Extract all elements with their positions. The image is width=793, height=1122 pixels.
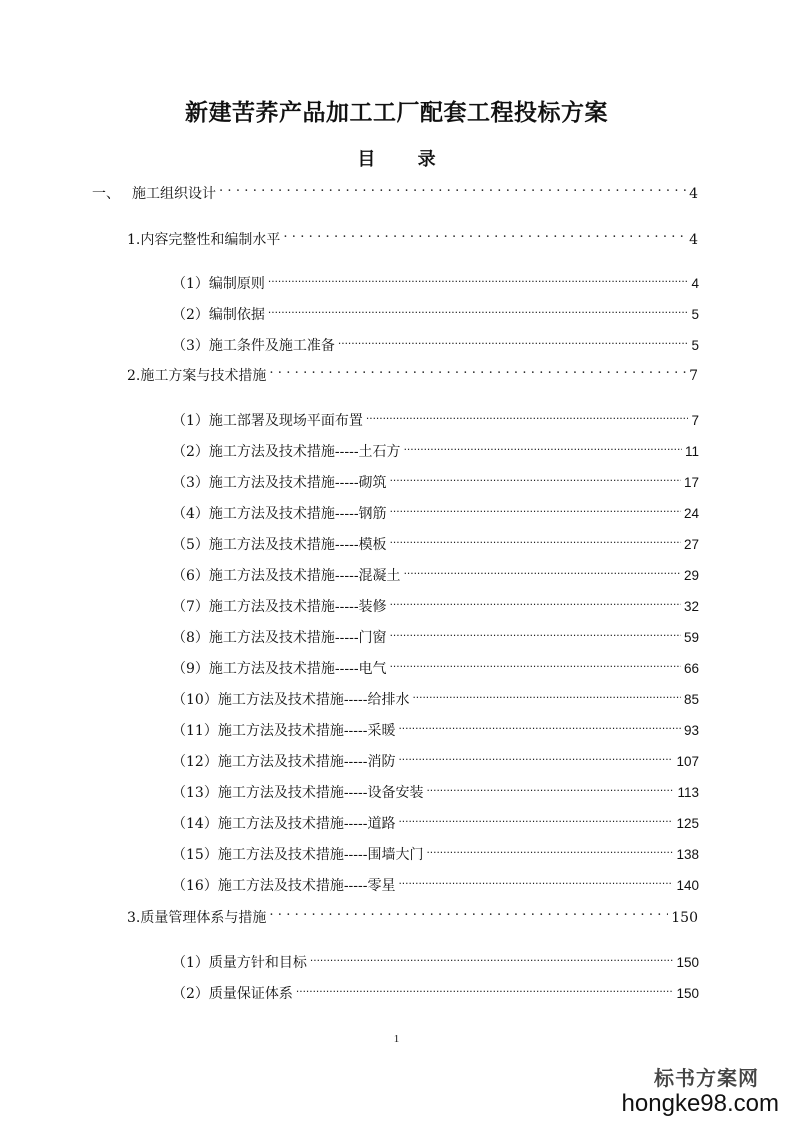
- toc-entry-title: （16）施工方法及技术措施-----零星: [172, 878, 396, 894]
- toc-entry[interactable]: [172, 947, 699, 971]
- document-title: 新建苦荞产品加工工厂配套工程投标方案: [185, 99, 608, 126]
- toc-entry[interactable]: [127, 902, 698, 926]
- toc-entry-page: 32: [683, 599, 699, 614]
- toc-dot-leader: [268, 268, 689, 288]
- toc-entry[interactable]: [172, 808, 699, 832]
- toc-entry-title: （1）质量方针和目标: [172, 955, 307, 971]
- toc-entry-title: （2）编制依据: [172, 307, 265, 323]
- toc-entry[interactable]: [172, 684, 699, 708]
- toc-entry[interactable]: [172, 715, 699, 739]
- watermark-domain-text: hongke98.com: [621, 1090, 779, 1117]
- toc-entry-title: 3.质量管理体系与措施: [127, 910, 267, 926]
- toc-entry[interactable]: [172, 529, 699, 553]
- toc-dot-leader: [426, 777, 674, 797]
- toc-entry-page: 4: [689, 232, 698, 248]
- toc-entry[interactable]: [172, 591, 699, 615]
- toc-entry-title: （8）施工方法及技术措施-----门窗: [172, 630, 387, 646]
- toc-entry-page: 150: [676, 955, 699, 970]
- toc-dot-leader: [366, 405, 689, 425]
- toc-entry[interactable]: [172, 839, 699, 863]
- toc-entry-title: （3）施工条件及施工准备: [172, 338, 335, 354]
- toc-entry-page: 59: [683, 630, 699, 645]
- toc-dot-leader: [398, 808, 673, 828]
- toc-entry-page: 107: [676, 754, 699, 769]
- toc-entry-page: 93: [683, 723, 699, 738]
- toc-dot-leader: [390, 653, 681, 673]
- toc-entry[interactable]: [172, 653, 699, 677]
- toc-entry-title: （13）施工方法及技术措施-----设备安装: [172, 785, 424, 801]
- toc-entry-page: 125: [676, 816, 699, 831]
- toc-dot-leader: [268, 299, 689, 319]
- toc-entry-title: （10）施工方法及技术措施-----给排水: [172, 692, 410, 708]
- toc-dot-leader: [390, 467, 681, 487]
- toc-dot-leader: [398, 746, 673, 766]
- toc-entry[interactable]: [172, 560, 699, 584]
- toc-entry-title: （3）施工方法及技术措施-----砌筑: [172, 475, 387, 491]
- toc-entry-page: 24: [683, 506, 699, 521]
- toc-dot-leader: [390, 498, 681, 518]
- toc-entry[interactable]: [127, 224, 698, 248]
- toc-entry-page: 5: [691, 307, 699, 322]
- toc-entry[interactable]: [127, 360, 698, 384]
- toc-entry-title: [92, 184, 216, 204]
- toc-entry-page: 27: [683, 537, 699, 552]
- toc-entry[interactable]: [172, 330, 699, 354]
- toc-entry[interactable]: [92, 178, 698, 202]
- toc-entry-text: 施工组织设计: [132, 186, 216, 202]
- toc-entry[interactable]: [172, 299, 699, 323]
- toc-entry-title: （2）质量保证体系: [172, 986, 293, 1002]
- toc-entry-title: （4）施工方法及技术措施-----钢筋: [172, 506, 387, 522]
- toc-dot-leader: [310, 947, 674, 967]
- watermark-cn-text: 标书方案网: [654, 1066, 759, 1090]
- toc-dot-leader: [404, 436, 682, 456]
- toc-dot-leader: [283, 224, 686, 244]
- toc-entry[interactable]: [172, 268, 699, 292]
- toc-entry[interactable]: [172, 777, 699, 801]
- toc-entry-page: 29: [683, 568, 699, 583]
- toc-entry[interactable]: [172, 870, 699, 894]
- toc-entry[interactable]: [172, 978, 699, 1002]
- toc-dot-leader: [390, 529, 681, 549]
- toc-entry-page: 140: [676, 878, 699, 893]
- toc-entry-title: （14）施工方法及技术措施-----道路: [172, 816, 396, 832]
- toc-dot-leader: [390, 591, 681, 611]
- toc-entry[interactable]: [172, 405, 699, 429]
- toc-entry[interactable]: [172, 622, 699, 646]
- toc-entry[interactable]: [172, 498, 699, 522]
- toc-entry-page: 85: [683, 692, 699, 707]
- toc-entry[interactable]: [172, 436, 699, 460]
- toc-entry-title: （7）施工方法及技术措施-----装修: [172, 599, 387, 615]
- toc-entry[interactable]: [172, 467, 699, 491]
- toc-entry-title: （1）施工部署及现场平面布置: [172, 413, 363, 429]
- toc-dot-leader: [398, 715, 681, 735]
- toc-entry-page: 150: [671, 910, 698, 926]
- toc-dot-leader: [412, 684, 681, 704]
- toc-entry-title: （2）施工方法及技术措施-----土石方: [172, 444, 401, 460]
- toc-entry-title: 2.施工方案与技术措施: [127, 368, 267, 384]
- toc-entry-number: 一、: [92, 186, 120, 202]
- toc-entry-title: （15）施工方法及技术措施-----围墙大门: [172, 847, 424, 863]
- toc-entry-page: 66: [683, 661, 699, 676]
- toc-dot-leader: [390, 622, 681, 642]
- toc-entry-page: 4: [691, 276, 699, 291]
- toc-dot-leader: [404, 560, 681, 580]
- toc-entry-title: （12）施工方法及技术措施-----消防: [172, 754, 396, 770]
- toc-entry-page: 138: [676, 847, 699, 862]
- toc-entry-page: 7: [691, 413, 699, 428]
- toc-dot-leader: [426, 839, 673, 859]
- toc-entry-title: （6）施工方法及技术措施-----混凝土: [172, 568, 401, 584]
- toc-entry-page: 7: [689, 368, 698, 384]
- toc-entry-title: （5）施工方法及技术措施-----模板: [172, 537, 387, 553]
- toc-dot-leader: [269, 360, 686, 380]
- toc-entry-page: 11: [684, 444, 699, 459]
- toc-entry-title: （11）施工方法及技术措施-----采暖: [172, 723, 396, 739]
- toc-entry-page: 113: [677, 785, 699, 800]
- toc-entry[interactable]: [172, 746, 699, 770]
- toc-dot-leader: [338, 330, 689, 350]
- toc-entry-title: 1.内容完整性和编制水平: [127, 232, 281, 248]
- toc-entry-title: （1）编制原则: [172, 276, 265, 292]
- toc-heading: 目 录: [357, 149, 454, 170]
- site-watermark: [622, 1068, 779, 1116]
- toc-entry-page: 4: [689, 186, 698, 202]
- toc-dot-leader: [398, 870, 673, 890]
- toc-entry-page: 5: [691, 338, 699, 353]
- toc-entry-page: 150: [676, 986, 699, 1001]
- toc-entry-page: 17: [683, 475, 699, 490]
- toc-entry-title: （9）施工方法及技术措施-----电气: [172, 661, 387, 677]
- toc-dot-leader: [296, 978, 674, 998]
- toc-dot-leader: [219, 178, 686, 198]
- toc-dot-leader: [269, 902, 668, 922]
- page-number: 1: [393, 1033, 400, 1045]
